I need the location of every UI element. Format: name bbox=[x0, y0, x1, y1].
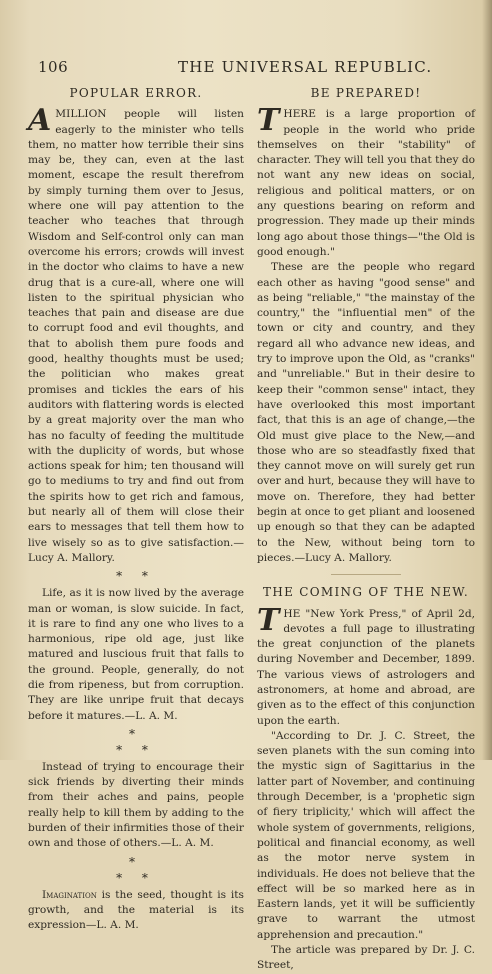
separator-star: * bbox=[129, 854, 143, 869]
section-title-be-prepared: BE PREPARED! bbox=[310, 86, 422, 100]
paragraph-imagination bbox=[28, 888, 244, 934]
be-prepared-paragraph-2: These are the people who regard each other as having "good sense" and as being "reliable," "the mainstay of the country," the "influential men" of the town or city and country, and they regard all who advance new ideas, and try to improve upon the Old, as "cranks" and "unreliable." But in their desire to keep their "common sense" intact, they have overlooked this most important fact, that this is an age of change,—the Old must give place to the New,—and those who are so steadfastly fixed that they cannot move on will surely get run over and hurt, because they will have to move on. Therefore, they had better begin at once to get pliant and loosened up enough so that they can be adapted to the New, without being torn to pieces.—Lucy A. Mallory. bbox=[257, 261, 475, 564]
dropcap-letter: T bbox=[257, 602, 280, 638]
dropcap-letter: A bbox=[28, 103, 52, 139]
lead-word: MILLION bbox=[55, 108, 107, 121]
lead-word: HERE bbox=[283, 108, 317, 121]
paragraph-slow-suicide: Life, as it is now lived by the average man or woman, is slow suicide. In fact, it is rare to find any one who lives to a harmonious, ripe old age, just like matured and luscious fruit that falls to the ground. People, generally, do not die from ripeness, but from corruption. They are like unripe fruit that decays before it matures.—L. A. M. bbox=[28, 587, 244, 722]
coming-paragraph bbox=[257, 602, 475, 729]
paragraph-sick-friends: Instead of trying to encourage their sick friends by diverting their minds from their aches and pains, people really help to kill them by adding to the burden of their infirmities those of their own and those of others.—L. A. M. bbox=[28, 760, 244, 850]
section-title-coming-of-the-new: THE COMING OF THE NEW. bbox=[263, 585, 469, 600]
dropcap-letter: T bbox=[257, 103, 280, 139]
page-number: 106 bbox=[38, 58, 69, 76]
popular-error-paragraph bbox=[28, 103, 244, 566]
left-column bbox=[28, 86, 244, 934]
section-divider bbox=[331, 574, 401, 575]
paragraph-body: is a large proportion of people in the world who pride themselves on their "stability" of character. They will tell you that they do not want any new ideas on social, religious and political matters, or on any questions bearing on reform and progression. They made up their minds long ago about those things—"the Old is good enough." bbox=[257, 108, 475, 258]
lead-word: Imagination bbox=[42, 888, 97, 901]
coming-paragraph-3: The article was prepared by Dr. J. C. Street, bbox=[257, 944, 475, 972]
paragraph-body: people will listen eagerly to the minister who tells them, no matter how terrible their sins may be, they can, even at the last moment, escape the result therefrom by simply turning them over to Jesus, where one will pay attention to the teacher who teaches that through Wisdom and Self-control only can man overcome his errors; crowds will invest in the doctor who claims to have a new drug that is a cure-all, where one will listen to the spiritual physician who teaches that pain and disease are due to corrupt food and evil thoughts, and that to abolish them pure foods and good, healthy thoughts must be used; the politician who makes great promises and tickles the ears of his auditors with flattering words is elected by a great majority over the man who has no faculty of feeding the multitude with the duplicity of words, but whose actions speak for him; ten thousand will go to mediums to try and find out from the spirits how to get rich and famous, but nearly all of them will close their ears to messages that tell them how to live wisely so as to give satisfaction.—Lucy A. Mallory. bbox=[28, 108, 244, 564]
section-title-popular-error: POPULAR ERROR. bbox=[69, 86, 203, 100]
coming-paragraph-2: "According to Dr. J. C. Street, the seven planets with the sun coming into the mystic sign of Sagittarius in the latter part of November, and continuing through December, is a 'prophetic sign of fiery triplicity,' which will affect the whole system of governments, religions, political and financial economy, as well as the motor nerve system in individuals. He does not believe that the effect will be so marked here as in Eastern lands, yet it will be sufficiently grave to warrant the utmost apprehension and precaution." bbox=[257, 729, 475, 941]
separator-star: * bbox=[129, 726, 143, 741]
paragraph-body: HE "New York Press," of April 2d, devotes a full page to illustrating the great conjunction of the planets during November and December, 1899. The various views of astrologers and astronomers, at home and abroad, are given as to the effect of this conjunction upon the earth. bbox=[257, 607, 475, 727]
page-edge-shadow bbox=[482, 0, 492, 760]
paragraph-body: is the seed, thought is its growth, and the material is its expression—L. A. M. bbox=[28, 888, 244, 932]
running-title: THE UNIVERSAL REPUBLIC. bbox=[178, 58, 433, 76]
separator-stars: * * bbox=[116, 569, 156, 584]
separator-stars: * * bbox=[116, 742, 156, 757]
separator-stars: * * bbox=[116, 870, 156, 885]
be-prepared-paragraph bbox=[257, 103, 475, 260]
page-header bbox=[38, 58, 470, 80]
right-column bbox=[257, 86, 475, 974]
